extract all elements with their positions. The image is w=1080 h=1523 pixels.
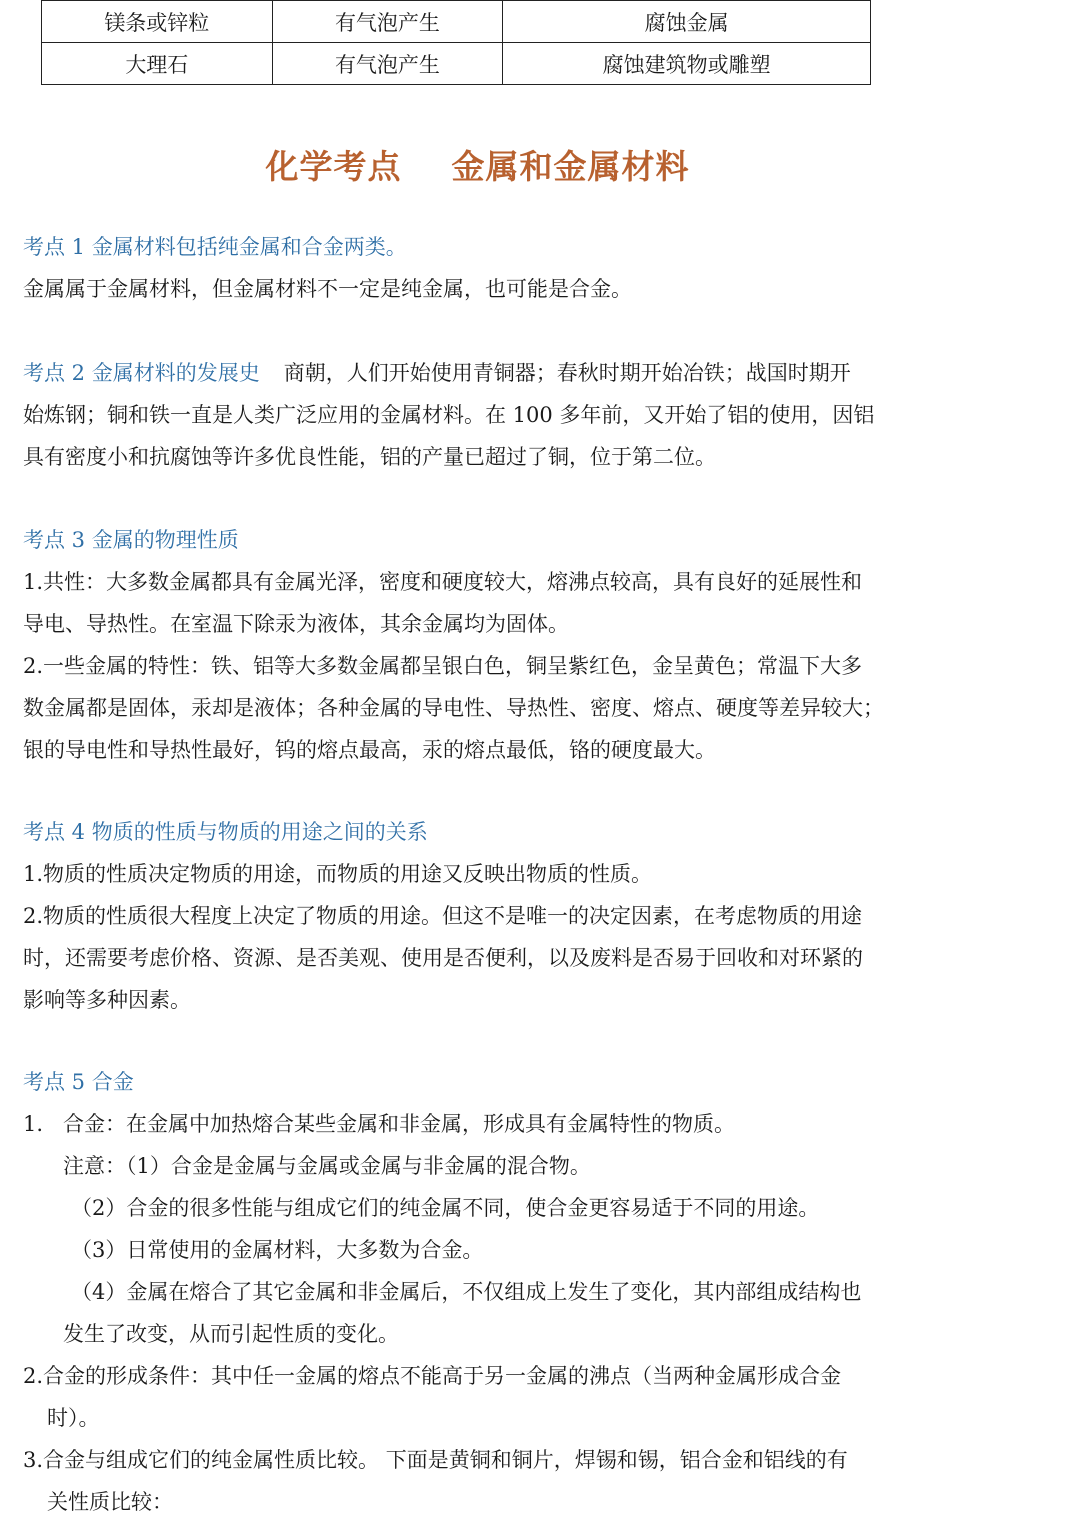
text-line: 时）。 — [47, 1406, 100, 1430]
section-5 — [23, 1061, 938, 1523]
text-line: 银的导电性和导热性最好，钨的熔点最高，汞的熔点最低，铬的硬度最大。 — [23, 738, 716, 762]
text-line: 数金属都是固体，汞却是液体；各种金属的导电性、导热性、密度、熔点、硬度等差异较大； — [23, 696, 884, 720]
text-line: 商朝，人们开始使用青铜器；春秋时期开始冶铁；战国时期开 — [283, 361, 851, 385]
section-1 — [23, 226, 938, 310]
text-line: 始炼钢；铜和铁一直是人类广泛应用的金属材料。在 100 多年前，又开始了铝的使用，因铝 — [23, 403, 875, 427]
table-row — [42, 1, 871, 43]
paragraph: 金属属于金属材料，但金属材料不一定是纯金属，也可能是合金。 — [23, 277, 632, 301]
text-line: 1.共性：大多数金属都具有金属光泽，密度和硬度较大，熔沸点较高，具有良好的延展性和 — [23, 570, 863, 594]
text-line: 关性质比较： — [47, 1490, 173, 1514]
text-line: 发生了改变，从而引起性质的变化。 — [63, 1322, 399, 1346]
text-line: 1.物质的性质决定物质的用途，而物质的用途又反映出物质的性质。 — [23, 862, 653, 886]
section-heading: 考点 2 金属材料的发展史 — [23, 361, 260, 385]
table-row — [42, 43, 871, 85]
text-line: 2.合金的形成条件：其中任一金属的熔点不能高于另一金属的沸点（当两种金属形成合金 — [23, 1364, 842, 1388]
text-line: 合金：在金属中加热熔合某些金属和非金属，形成具有金属特性的物质。 — [63, 1112, 735, 1136]
paragraph — [23, 352, 938, 394]
text-line: 注意：（1）合金是金属与金属或金属与非金属的混合物。 — [63, 1154, 591, 1178]
reaction-table — [41, 0, 871, 85]
section-4 — [23, 811, 938, 1021]
table-cell: 腐蚀金属 — [503, 1, 871, 43]
text-line: 时，还需要考虑价格、资源、是否美观、使用是否便利，以及废料是否易于回收和对环紧的 — [23, 946, 863, 970]
list-item — [23, 1103, 938, 1145]
table-cell: 镁条或锌粒 — [42, 1, 273, 43]
text-line: （3）日常使用的金属材料，大多数为合金。 — [71, 1238, 484, 1262]
section-heading: 考点 3 金属的物理性质 — [23, 528, 239, 552]
table-cell: 有气泡产生 — [272, 43, 503, 85]
text-line: 导电、导热性。在室温下除汞为液体，其余金属均为固体。 — [23, 612, 569, 636]
section-heading: 考点 1 金属材料包括纯金属和合金两类。 — [23, 235, 407, 259]
table-cell: 有气泡产生 — [272, 1, 503, 43]
text-line: （4）金属在熔合了其它金属和非金属后，不仅组成上发生了变化，其内部组成结构也 — [71, 1280, 862, 1304]
page-title: 化学考点 金属和金属材料 — [265, 147, 690, 186]
text-line: 影响等多种因素。 — [23, 988, 191, 1012]
section-heading: 考点 5 合金 — [23, 1070, 134, 1094]
table-cell: 大理石 — [42, 43, 273, 85]
list-number: 1. — [23, 1112, 44, 1136]
text-line: （2）合金的很多性能与组成它们的纯金属不同，使合金更容易适于不同的用途。 — [71, 1196, 820, 1220]
text-line: 3.合金与组成它们的纯金属性质比较。 下面是黄铜和铜片，焊锡和锡，铝合金和铝线的有 — [23, 1448, 848, 1472]
text-line: 2.物质的性质很大程度上决定了物质的用途。但这不是唯一的决定因素，在考虑物质的用途 — [23, 904, 863, 928]
section-2 — [23, 352, 938, 478]
table-cell: 腐蚀建筑物或雕塑 — [503, 43, 871, 85]
section-heading: 考点 4 物质的性质与物质的用途之间的关系 — [23, 820, 428, 844]
text-line: 2.一些金属的特性：铁、铝等大多数金属都呈银白色，铜呈紫红色，金呈黄色；常温下大多 — [23, 654, 863, 678]
text-line: 具有密度小和抗腐蚀等许多优良性能，铝的产量已超过了铜，位于第二位。 — [23, 445, 716, 469]
section-3 — [23, 519, 938, 771]
